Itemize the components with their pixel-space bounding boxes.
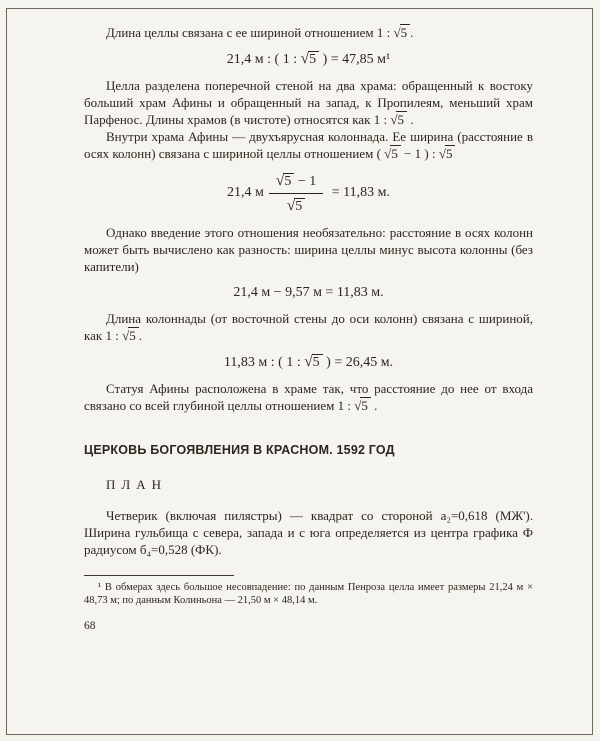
plan-subheading: ПЛАН	[106, 477, 167, 492]
sqrt-5	[384, 145, 401, 161]
radicand: 5	[294, 198, 305, 214]
text-run: Целла разделена поперечной стеной на два храма: обращенный к востоку больший храм Афины и обращенный на запад, к Пропилеям, меньший храм Парфенос. Длины храмов (в чистоте) относятся как 1 :	[84, 78, 533, 127]
paragraph-two-temples	[84, 77, 533, 128]
radicand: 5	[396, 111, 407, 127]
radical-sign: √	[438, 146, 445, 161]
text-run: 21,4 м	[227, 185, 264, 201]
section-heading: ЦЕРКОВЬ БОГОЯВЛЕНИЯ В КРАСНОМ. 1592 ГОД	[84, 443, 395, 457]
paragraph-athena-statue	[84, 380, 533, 414]
text-run: 11,83 м : ( 1 :	[223, 355, 305, 370]
radical-sign: √	[275, 172, 284, 189]
text-run: .	[370, 398, 378, 413]
radical-sign: √	[354, 398, 361, 413]
sqrt-5	[354, 397, 371, 413]
radical-sign: √	[304, 353, 312, 370]
text-run: .	[138, 328, 142, 343]
fraction	[269, 171, 323, 215]
paragraph-colonnade-length	[84, 310, 533, 344]
text-run: 21,4 м : ( 1 :	[226, 52, 301, 67]
sqrt-5	[287, 199, 305, 214]
text-run: Внутри храма Афины — двухъярусная колоннада. Ее ширина (расстояние в осях колонн) связана с шириной целлы отношением (	[84, 129, 533, 161]
text-run: Длина целлы связана с ее шириной отношением 1 :	[106, 25, 394, 40]
formula-cella-length	[84, 50, 533, 68]
text-run: − 1	[294, 174, 317, 189]
radicand: 5	[128, 327, 139, 343]
radicand: 5	[283, 173, 294, 189]
sqrt-5	[390, 111, 407, 127]
text-run: ) = 26,45 м.	[322, 355, 394, 370]
fraction-denominator	[269, 194, 323, 215]
radical-sign: √	[390, 112, 397, 127]
paragraph-chetverik: Четверик (включая пилястры) — квадрат со стороной а₂=0,618 (МЖ'). Ширина гульбища с севера, запада и с юга определяется из центра графика Ф радиусом б₄=0,528 (ФК).	[84, 508, 533, 557]
text-run: Длина колоннады (от восточной стены до оси колонн) связана с шириной, как 1 :	[84, 311, 533, 343]
radicand: 5	[445, 145, 456, 161]
sqrt-5	[439, 145, 456, 161]
radical-sign: √	[122, 328, 129, 343]
text-run: ) = 47,85 м¹	[319, 52, 391, 67]
paragraph-colonnade	[84, 128, 533, 162]
radical-sign: √	[384, 146, 391, 161]
sqrt-5	[276, 174, 294, 189]
formula-difference: 21,4 м − 9,57 м = 11,83 м.	[233, 285, 384, 300]
text-run: .	[410, 25, 414, 40]
radicand: 5	[390, 145, 401, 161]
text-run: = 11,83 м.	[328, 185, 390, 201]
text-run: .	[406, 112, 414, 127]
page-number: 68	[84, 620, 96, 632]
formula-colonnade-width	[84, 171, 533, 215]
radicand: 5	[360, 397, 371, 413]
radicand: 5	[308, 51, 319, 67]
text-run: − 1 ) :	[400, 146, 439, 161]
footnote-text: ¹ В обмерах здесь большое несовпадение: по данным Пенроза целла имеет размеры 21,24 м × 48,73 м; по данным Колиньона — 21,50 м × 48,14 м.	[84, 582, 533, 606]
radical-sign: √	[300, 50, 309, 67]
fraction-numerator	[269, 171, 323, 194]
sqrt-5	[393, 24, 414, 40]
paragraph-however: Однако введение этого отношения необязательно: расстояние в осях колонн может быть вычислено как разность: ширина целлы минус высота колонны (без капители)	[84, 225, 533, 274]
footnote-divider	[84, 575, 234, 576]
page-content	[84, 24, 533, 635]
radicand: 5	[312, 354, 323, 370]
paragraph-cella-ratio	[84, 24, 533, 41]
radical-sign: √	[286, 197, 295, 214]
radical-sign: √	[393, 25, 400, 40]
sqrt-5	[304, 355, 322, 370]
radicand: 5	[400, 24, 411, 40]
text-run: Статуя Афины расположена в храме так, что расстояние до нее от входа связано со всей глубиной целлы отношением 1 :	[84, 381, 533, 413]
sqrt-5	[301, 52, 319, 67]
sqrt-5	[122, 327, 139, 343]
formula-colonnade-length	[84, 353, 533, 371]
